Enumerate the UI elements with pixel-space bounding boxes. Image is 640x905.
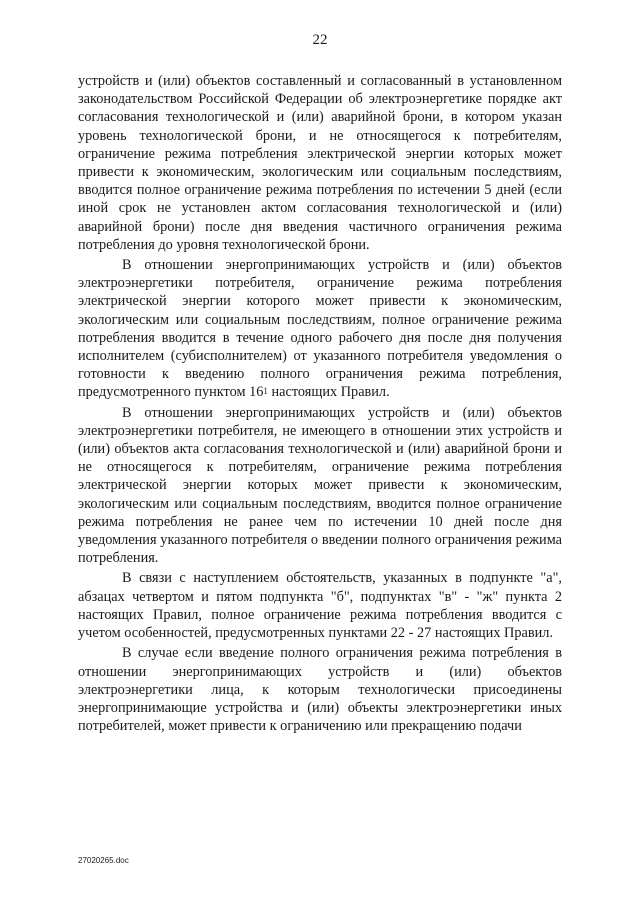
paragraph-text-end: настоящих Правил. xyxy=(267,384,390,401)
footnote-superscript: 1 xyxy=(263,386,268,397)
paragraph-full-limitation-consequences xyxy=(78,256,562,402)
paragraph-no-armor-act: В отношении энергопринимающих устройств и (или) объектов электроэнергетики потребителя, не имеющего в отношении этих устройств и (или) объектов акта согласования технологической и (или) аварийной брони и не относящегося к потребителям, ограничение режима потребления электрической энергии которых может привести к экономическим, экологическим или социальным последствиям, вводится полное ограничение режима потребления не ранее чем по истечении 10 дней после дня уведомления указанного потребителя о введении полного ограничения режима потребления. xyxy=(78,404,562,567)
paragraph-connected-consumers: В случае если введение полного ограничения режима потребления в отношении энергопринимающих устройств и (или) объектов электроэнергетики лица, к которым технологически присоединены энергопринимающие устройства и (или) объекты электроэнергетики иных потребителей, может привести к ограничению или прекращению подачи xyxy=(78,645,562,735)
paragraph-text: В отношении энергопринимающих устройств и (или) объектов электроэнергетики потребителя, ограничение режима потребления электрической энергии которого может привести к экономическим, экологическим или социальным последствиям, полное ограничение режима потребления вводится в течение одного рабочего дня после дня получения исполнителем (субисполнителем) от указанного потребителя уведомления о готовности к введению полного ограничения режима потребления, предусмотренного пунктом 16 xyxy=(78,257,562,401)
footer-filename: 27020265.doc xyxy=(78,856,129,865)
document-body xyxy=(78,72,562,735)
page-number: 22 xyxy=(312,32,328,48)
paragraph-circumstances: В связи с наступлением обстоятельств, указанных в подпункте "а", абзацах четвертом и пятом подпункта "б", подпунктах "в" - "ж" пункта 2 настоящих Правил, полное ограничение режима потребления вводится с учетом особенностей, предусмотренных пунктами 22 - 27 настоящих Правил. xyxy=(78,570,562,642)
paragraph-continuation: устройств и (или) объектов составленный и согласованный в установленном законодательством Российской Федерации об электроэнергетике порядке акт согласования технологической и (или) аварийной брони, в котором указан уровень технологической брони, и не относящегося к потребителям, ограничение режима потребления электрической энергии которых может привести к экономическим, экологическим или социальным последствиям, вводится полное ограничение режима потребления по истечении 5 дней (если иной срок не установлен актом согласования технологической и (или) аварийной брони) после дня введения частичного ограничения режима потребления до уровня технологической брони. xyxy=(78,73,562,253)
